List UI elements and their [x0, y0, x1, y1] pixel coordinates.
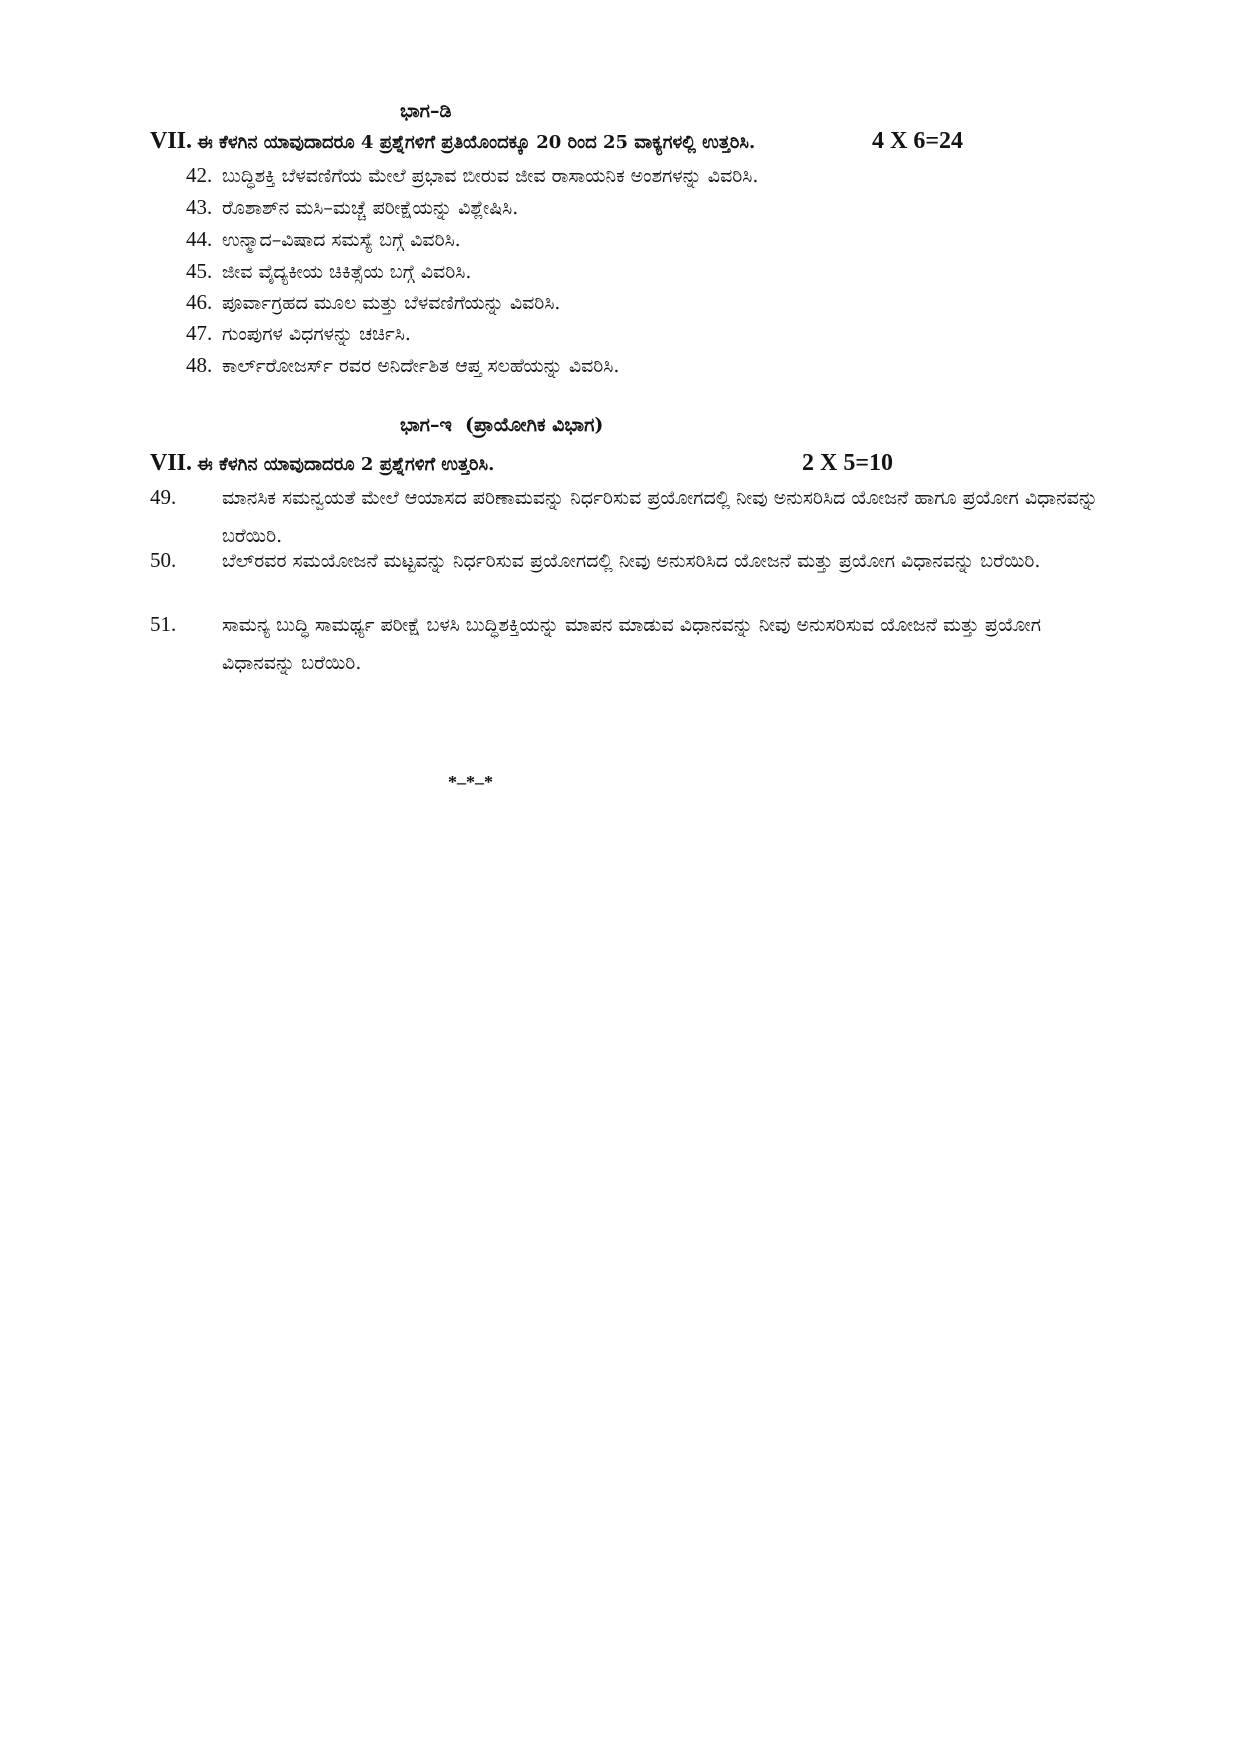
question-text: ಗುಂಪುಗಳ ವಿಧಗಳನ್ನು ಚರ್ಚಿಸಿ. [222, 323, 411, 345]
question-text: ರೊಶಾಶ್‌ನ ಮಸಿ–ಮಚ್ಚೆ ಪರೀಕ್ಷೆಯನ್ನು ವಿಶ್ಲೇಷಿಸಿ. [222, 197, 519, 219]
question-number: 43. [186, 195, 213, 219]
question-51 [150, 605, 1072, 682]
question-48 [186, 346, 1086, 385]
question-text: ಜೀವ ವೈದ್ಯಕೀಯ ಚಿಕಿತ್ಸೆಯ ಬಗ್ಗೆ ವಿವರಿಸಿ. [222, 261, 472, 283]
question-number: 47. [186, 321, 213, 345]
question-number: 45. [186, 259, 213, 283]
question-number: 49. [150, 485, 177, 509]
instruction-text: ಈ ಕೆಳಗಿನ ಯಾವುದಾದರೂ 2 ಪ್ರಶ್ನೆಗಳಿಗೆ ಉತ್ತರಿಸಿ. [197, 454, 495, 475]
section-e-marks: 2 X 5=10 [802, 450, 894, 476]
instruction-number: VII. [150, 128, 193, 154]
question-number: 42. [186, 163, 213, 187]
section-d-instruction [150, 128, 1081, 155]
question-number: 44. [186, 227, 213, 251]
question-text: ಸಾಮನ್ಯ ಬುದ್ಧಿ ಸಾಮರ್ಥ್ಯ ಪರೀಕ್ಷೆ ಬಳಸಿ ಬುದ್ಧಿಶಕ್ತಿಯನ್ನು ಮಾಪನ ಮಾಡುವ ವಿಧಾನವನ್ನು ನೀವು ಅನುಸರಿಸುವ ಯೋಜನೆ ಮತ್ತು ಪ್ರಯೋಗ ವಿಧಾನವನ್ನು ಬರೆಯಿರಿ. [222, 614, 1042, 674]
end-mark: *–*–* [448, 772, 493, 792]
section-e-heading: ಭಾಗ–ಇ (ಪ್ರಾಯೋಗಿಕ ವಿಭಾಗ) [400, 414, 604, 436]
question-number: 48. [186, 353, 213, 377]
instruction-number: VII. [150, 450, 193, 476]
question-text: ಕಾರ್ಲ್‌ರೋಜರ್ಸ್ ರವರ ಅನಿರ್ದೇಶಿತ ಆಪ್ತ ಸಲಹೆಯನ್ನು ವಿವರಿಸಿ. [222, 355, 620, 377]
instruction-text: ಈ ಕೆಳಗಿನ ಯಾವುದಾದರೂ 4 ಪ್ರಶ್ನೆಗಳಿಗೆ ಪ್ರತಿಯೊಂದಕ್ಕೂ 20 ರಿಂದ 25 ವಾಕ್ಯಗಳಲ್ಲಿ ಉತ್ತರಿಸಿ. [197, 132, 756, 153]
section-d-heading: ಭಾಗ–ಡಿ [400, 100, 452, 122]
question-text: ಬೆಲ್‌ರವರ ಸಮಯೋಜನೆ ಮಟ್ಟವನ್ನು ನಿರ್ಧರಿಸುವ ಪ್ರಯೋಗದಲ್ಲಿ ನೀವು ಅನುಸರಿಸಿದ ಯೋಜನೆ ಮತ್ತು ಪ್ರಯೋಗ ವಿಧಾನವನ್ನು ಬರೆಯಿರಿ. [222, 550, 1041, 572]
question-text: ಉನ್ಮಾದ–ವಿಷಾದ ಸಮಸ್ಯೆ ಬಗ್ಗೆ ವಿವರಿಸಿ. [222, 229, 461, 251]
question-50 [150, 541, 1102, 580]
question-number: 50. [150, 548, 177, 572]
section-e-instruction [150, 450, 1081, 477]
question-number: 51. [150, 612, 177, 636]
question-text: ಪೂರ್ವಾಗ್ರಹದ ಮೂಲ ಮತ್ತು ಬೆಳವಣಿಗೆಯನ್ನು ವಿವರಿಸಿ. [222, 292, 561, 314]
question-number: 46. [186, 290, 213, 314]
question-text: ಬುದ್ಧಿಶಕ್ತಿ ಬೆಳವಣಿಗೆಯ ಮೇಲೆ ಪ್ರಭಾವ ಬೀರುವ ಜೀವ ರಾಸಾಯನಿಕ ಅಂಶಗಳನ್ನು ವಿವರಿಸಿ. [222, 165, 759, 187]
section-d-marks: 4 X 6=24 [872, 128, 964, 154]
question-text: ಮಾನಸಿಕ ಸಮನ್ವಯತೆ ಮೇಲೆ ಆಯಾಸದ ಪರಿಣಾಮವನ್ನು ನಿರ್ಧರಿಸುವ ಪ್ರಯೋಗದಲ್ಲಿ ನೀವು ಅನುಸರಿಸಿದ ಯೋಜನೆ ಹಾಗೂ ಪ್ರಯೋಗ ವಿಧಾನವನ್ನು ಬರೆಯಿರಿ. [222, 487, 1099, 547]
